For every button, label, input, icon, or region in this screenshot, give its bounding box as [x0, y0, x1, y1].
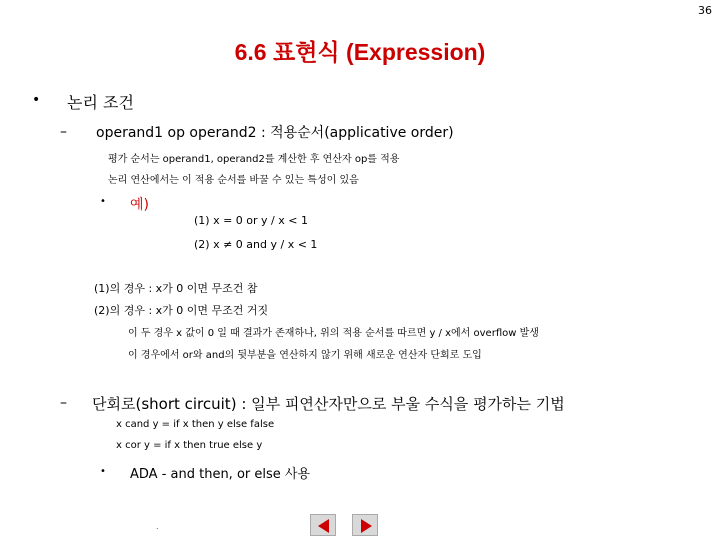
sc-example-line: x cor y = if x then true else y	[116, 440, 263, 451]
bullet-marker: •	[32, 92, 41, 108]
next-slide-button[interactable]	[352, 514, 378, 536]
text-line: 평가 순서는 operand1, operand2를 계산한 후 연산자 op를 적용	[108, 154, 400, 165]
page-number: 36	[698, 4, 712, 17]
short-circuit-line: 단회로(short circuit) : 일부 피연산자만으로 부울 수식을 평가하는 기법	[92, 395, 565, 413]
example-line: (2) x ≠ 0 and y / x < 1	[194, 238, 318, 251]
footer-dot: .	[156, 522, 159, 531]
bullet-marker: •	[100, 196, 106, 207]
dash-marker: –	[60, 124, 67, 140]
note-line: 이 두 경우 x 값이 0 일 때 결과가 존재하나, 위의 적용 순서를 따르면 y / x에서 overflow 발생	[128, 328, 539, 339]
bullet-marker: •	[100, 466, 106, 477]
slide-title: 6.6 표현식 (Expression)	[234, 39, 486, 65]
prev-slide-button[interactable]	[310, 514, 336, 536]
note-line: 이 경우에서 or와 and의 뒷부분을 연산하지 않기 위해 새로운 연산자 단회로 도입	[128, 350, 482, 361]
dash-marker: –	[60, 395, 67, 411]
example-line: (1) x = 0 or y / x < 1	[194, 214, 308, 227]
triangle-left-icon	[311, 515, 337, 537]
sc-example-line: x cand y = if x then y else false	[116, 419, 275, 430]
section-title: 논리 조건	[67, 93, 134, 112]
text-line: 논리 연산에서는 이 적용 순서를 바꿀 수 있는 특성이 있음	[108, 175, 359, 186]
case-line: (2)의 경우 : x가 0 이면 무조건 거짓	[94, 304, 269, 317]
operand-rule: operand1 op operand2 : 적용순서(applicative order)	[96, 125, 454, 141]
ada-line: ADA - and then, or else 사용	[130, 467, 311, 482]
case-line: (1)의 경우 : x가 0 이면 무조건 참	[94, 282, 258, 295]
triangle-right-icon	[353, 515, 379, 537]
example-label: 예)	[130, 197, 149, 213]
